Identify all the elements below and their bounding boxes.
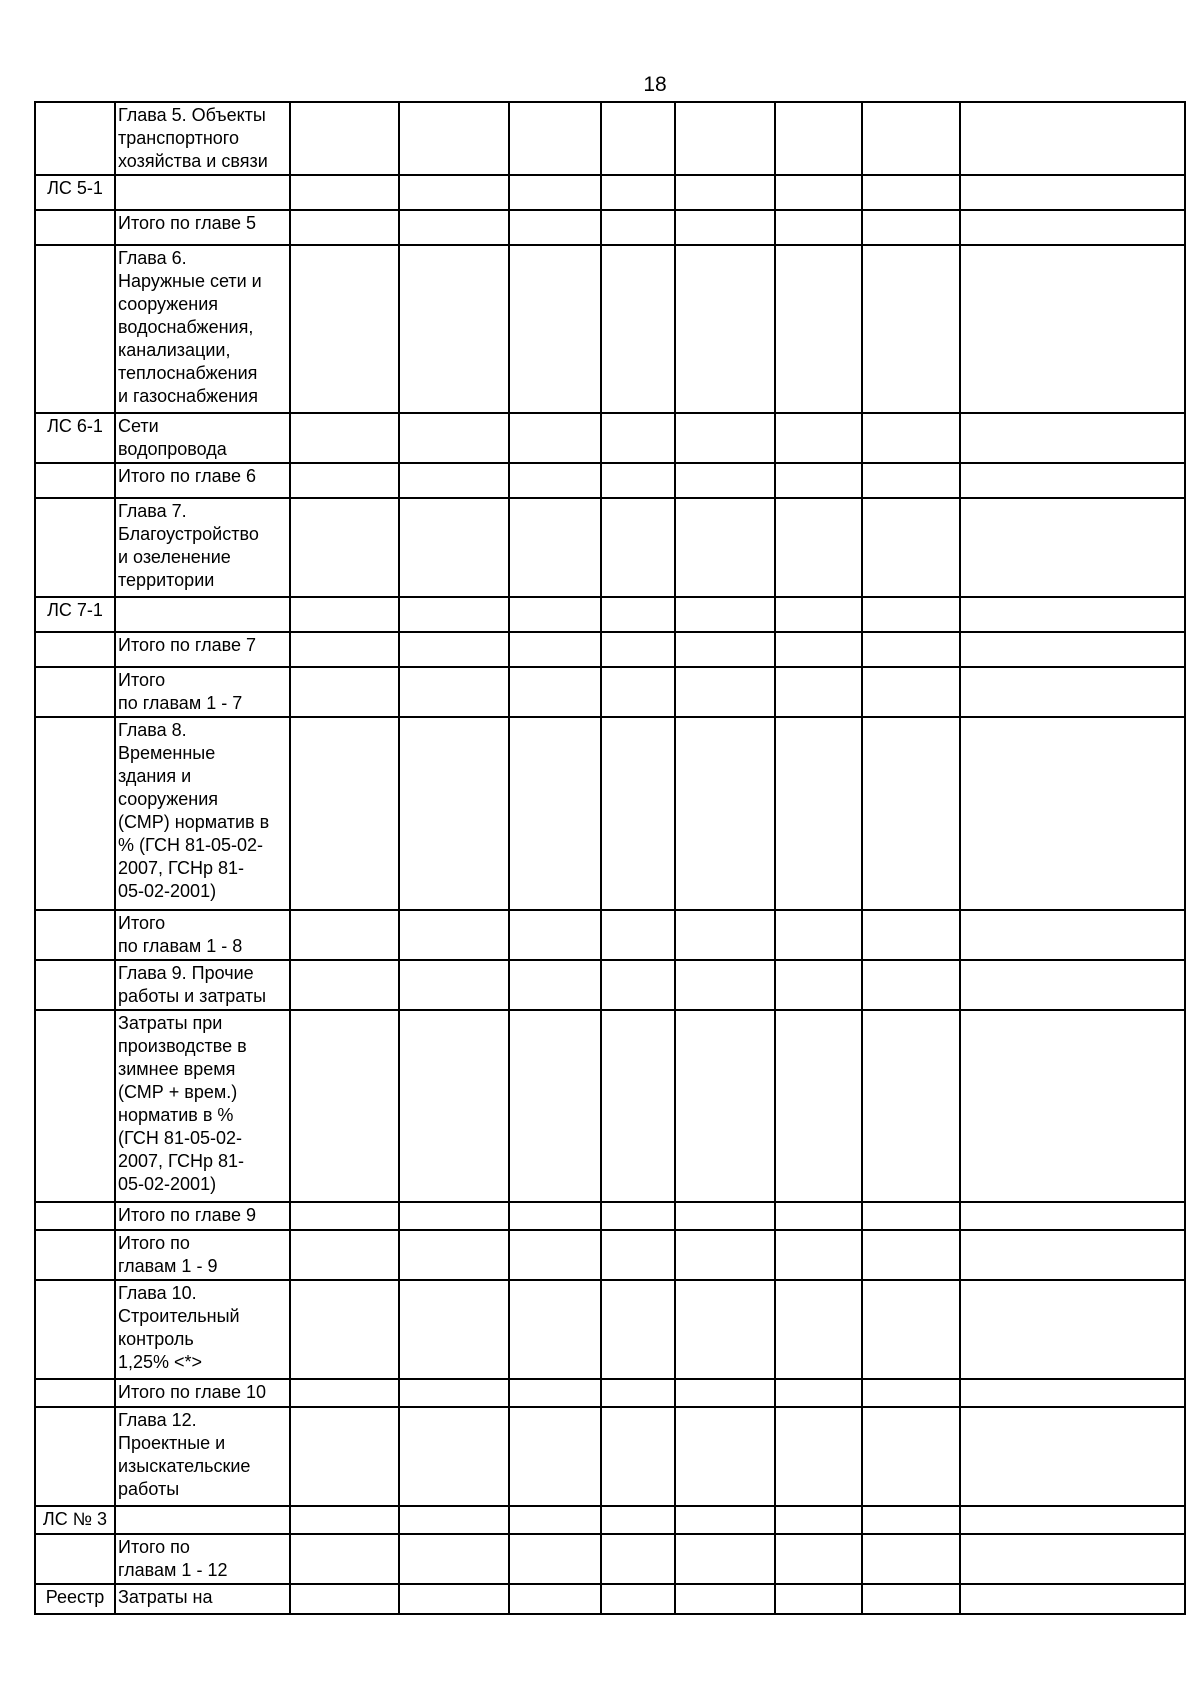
estimate-code-cell [35,1010,115,1202]
cost-value-cell [675,175,775,210]
cost-value-cell [601,960,675,1010]
table-row [35,413,1185,463]
cost-value-cell [290,1407,399,1506]
cost-value-cell [775,1230,862,1280]
cost-value-cell [290,1506,399,1534]
estimate-code-cell [35,1202,115,1230]
cost-value-cell [960,210,1185,245]
cost-value-cell [399,1506,509,1534]
item-name-cell [115,1506,290,1534]
cost-value-cell [399,175,509,210]
estimate-code-cell: ЛС № 3 [35,1506,115,1534]
cost-value-cell [509,413,601,463]
cost-value-cell [290,910,399,960]
cost-value-cell [399,1584,509,1614]
estimate-code-cell [35,463,115,498]
cost-value-cell [775,1202,862,1230]
cost-value-cell [601,717,675,910]
cost-value-cell [675,1407,775,1506]
cost-value-cell [862,210,960,245]
estimate-code-cell [35,102,115,175]
estimate-code-cell [35,910,115,960]
cost-value-cell [509,245,601,413]
cost-value-cell [960,1506,1185,1534]
estimate-code-cell [35,1230,115,1280]
estimate-code-cell: ЛС 7-1 [35,597,115,632]
cost-value-cell [601,413,675,463]
cost-value-cell [509,1379,601,1407]
estimate-code-cell: Реестр [35,1584,115,1614]
cost-value-cell [862,175,960,210]
cost-value-cell [290,1230,399,1280]
cost-value-cell [601,667,675,717]
cost-value-cell [960,175,1185,210]
cost-value-cell [290,597,399,632]
cost-value-cell [862,1280,960,1379]
cost-value-cell [675,667,775,717]
cost-value-cell [290,102,399,175]
cost-value-cell [601,1584,675,1614]
cost-value-cell [960,1584,1185,1614]
cost-value-cell [775,175,862,210]
cost-value-cell [399,717,509,910]
cost-value-cell [960,1379,1185,1407]
cost-value-cell [675,1506,775,1534]
cost-value-cell [601,210,675,245]
cost-value-cell [509,102,601,175]
cost-value-cell [601,1534,675,1584]
cost-value-cell [399,910,509,960]
cost-value-cell [399,210,509,245]
cost-value-cell [960,1534,1185,1584]
cost-value-cell [775,1010,862,1202]
item-name-cell: Глава 10. Строительный контроль 1,25% <*> [115,1280,290,1379]
cost-value-cell [399,1534,509,1584]
cost-value-cell [862,1534,960,1584]
cost-value-cell [675,102,775,175]
cost-value-cell [509,1230,601,1280]
item-name-cell [115,175,290,210]
cost-value-cell [862,597,960,632]
cost-value-cell [675,1534,775,1584]
cost-value-cell [960,960,1185,1010]
cost-value-cell [960,910,1185,960]
item-name-cell: Итого по главам 1 - 7 [115,667,290,717]
cost-value-cell [399,1280,509,1379]
cost-value-cell [775,1379,862,1407]
cost-value-cell [399,1407,509,1506]
estimate-code-cell: ЛС 6-1 [35,413,115,463]
estimate-code-cell [35,667,115,717]
item-name-cell: Итого по главе 6 [115,463,290,498]
cost-value-cell [675,1202,775,1230]
cost-value-cell [509,717,601,910]
table-row [35,717,1185,910]
estimate-code-cell: ЛС 5-1 [35,175,115,210]
cost-value-cell [960,413,1185,463]
cost-value-cell [675,463,775,498]
cost-value-cell [509,910,601,960]
cost-value-cell [601,1280,675,1379]
cost-value-cell [960,102,1185,175]
estimate-table [34,101,1186,1615]
cost-value-cell [675,498,775,597]
cost-value-cell [862,1379,960,1407]
cost-value-cell [775,210,862,245]
cost-value-cell [601,910,675,960]
cost-value-cell [675,413,775,463]
cost-value-cell [290,245,399,413]
cost-value-cell [862,960,960,1010]
cost-value-cell [399,498,509,597]
cost-value-cell [675,910,775,960]
cost-value-cell [775,597,862,632]
cost-value-cell [601,597,675,632]
cost-value-cell [960,463,1185,498]
table-row [35,960,1185,1010]
table-row [35,1010,1185,1202]
cost-value-cell [775,102,862,175]
item-name-cell: Сети водопровода [115,413,290,463]
cost-value-cell [960,717,1185,910]
cost-value-cell [509,667,601,717]
estimate-code-cell [35,1379,115,1407]
cost-value-cell [399,632,509,667]
cost-value-cell [862,667,960,717]
cost-value-cell [862,413,960,463]
cost-value-cell [399,245,509,413]
cost-value-cell [399,667,509,717]
table-row [35,910,1185,960]
item-name-cell: Затраты на [115,1584,290,1614]
cost-value-cell [290,667,399,717]
cost-value-cell [290,632,399,667]
table-row [35,245,1185,413]
cost-value-cell [960,245,1185,413]
table-row [35,1202,1185,1230]
cost-value-cell [862,102,960,175]
estimate-code-cell [35,210,115,245]
cost-value-cell [601,175,675,210]
cost-value-cell [509,632,601,667]
cost-value-cell [960,1202,1185,1230]
cost-value-cell [675,245,775,413]
cost-value-cell [399,1202,509,1230]
estimate-code-cell [35,1407,115,1506]
item-name-cell: Итого по главе 10 [115,1379,290,1407]
cost-value-cell [675,960,775,1010]
cost-value-cell [775,1584,862,1614]
cost-value-cell [509,498,601,597]
cost-value-cell [775,667,862,717]
table-row [35,498,1185,597]
cost-value-cell [960,667,1185,717]
cost-value-cell [775,632,862,667]
estimate-code-cell [35,632,115,667]
cost-value-cell [509,1534,601,1584]
cost-value-cell [509,1584,601,1614]
estimate-code-cell [35,960,115,1010]
cost-value-cell [290,463,399,498]
cost-value-cell [290,1010,399,1202]
cost-value-cell [399,1230,509,1280]
cost-value-cell [675,1379,775,1407]
cost-value-cell [675,1230,775,1280]
item-name-cell: Итого по главе 5 [115,210,290,245]
cost-value-cell [399,1010,509,1202]
table-row [35,1379,1185,1407]
cost-value-cell [509,1010,601,1202]
cost-value-cell [675,1280,775,1379]
cost-value-cell [775,463,862,498]
cost-value-cell [862,463,960,498]
cost-value-cell [675,632,775,667]
cost-value-cell [290,413,399,463]
item-name-cell [115,597,290,632]
cost-value-cell [399,463,509,498]
item-name-cell: Глава 9. Прочие работы и затраты [115,960,290,1010]
cost-value-cell [775,910,862,960]
cost-value-cell [960,632,1185,667]
item-name-cell: Глава 6. Наружные сети и сооружения водоснабжения, канализации, теплоснабжения и газоснабжения [115,245,290,413]
cost-value-cell [675,717,775,910]
cost-value-cell [290,210,399,245]
cost-value-cell [509,1202,601,1230]
item-name-cell: Глава 5. Объекты транспортного хозяйства и связи [115,102,290,175]
cost-value-cell [601,102,675,175]
cost-value-cell [601,245,675,413]
table-row [35,1230,1185,1280]
cost-value-cell [675,597,775,632]
table-row [35,210,1185,245]
cost-value-cell [862,1010,960,1202]
estimate-code-cell [35,1280,115,1379]
table-row [35,667,1185,717]
item-name-cell: Итого по главам 1 - 8 [115,910,290,960]
cost-value-cell [290,1202,399,1230]
estimate-code-cell [35,245,115,413]
cost-value-cell [399,1379,509,1407]
cost-value-cell [675,1010,775,1202]
cost-value-cell [509,1280,601,1379]
cost-value-cell [960,1010,1185,1202]
cost-value-cell [960,1407,1185,1506]
cost-value-cell [601,1010,675,1202]
cost-value-cell [775,960,862,1010]
table-row [35,463,1185,498]
item-name-cell: Затраты при производстве в зимнее время (СМР + врем.) норматив в % (ГСН 81-05-02- 2007, ГСНр 81- 05-02-2001) [115,1010,290,1202]
cost-value-cell [601,632,675,667]
cost-value-cell [775,1407,862,1506]
cost-value-cell [290,498,399,597]
cost-value-cell [862,1202,960,1230]
item-name-cell: Глава 7. Благоустройство и озеленение территории [115,498,290,597]
cost-value-cell [775,717,862,910]
cost-value-cell [509,597,601,632]
cost-value-cell [509,463,601,498]
cost-value-cell [775,1506,862,1534]
cost-value-cell [399,960,509,1010]
table-row [35,1407,1185,1506]
cost-value-cell [601,1379,675,1407]
cost-value-cell [601,1230,675,1280]
cost-value-cell [290,960,399,1010]
page-number: 18 [643,73,667,96]
cost-value-cell [960,1230,1185,1280]
cost-value-cell [862,1407,960,1506]
table-row [35,597,1185,632]
table-row [35,102,1185,175]
cost-value-cell [399,102,509,175]
cost-value-cell [960,1280,1185,1379]
cost-value-cell [862,910,960,960]
table-body [35,102,1185,1614]
cost-value-cell [862,498,960,597]
cost-value-cell [862,245,960,413]
cost-value-cell [775,1280,862,1379]
cost-value-cell [862,1506,960,1534]
item-name-cell: Итого по главам 1 - 9 [115,1230,290,1280]
estimate-code-cell [35,717,115,910]
cost-value-cell [509,1407,601,1506]
item-name-cell: Глава 12. Проектные и изыскательские работы [115,1407,290,1506]
cost-value-cell [775,245,862,413]
cost-value-cell [290,1379,399,1407]
estimate-code-cell [35,498,115,597]
table-row [35,1506,1185,1534]
cost-value-cell [862,632,960,667]
cost-value-cell [399,413,509,463]
cost-value-cell [775,1534,862,1584]
table-row [35,632,1185,667]
cost-value-cell [601,1407,675,1506]
cost-value-cell [290,1534,399,1584]
cost-value-cell [675,1584,775,1614]
cost-value-cell [290,1280,399,1379]
item-name-cell: Итого по главе 7 [115,632,290,667]
cost-value-cell [775,498,862,597]
cost-value-cell [960,597,1185,632]
cost-value-cell [509,210,601,245]
table-row [35,1534,1185,1584]
cost-value-cell [290,175,399,210]
estimate-code-cell [35,1534,115,1584]
cost-value-cell [509,960,601,1010]
item-name-cell: Итого по главе 9 [115,1202,290,1230]
cost-value-cell [601,498,675,597]
item-name-cell: Итого по главам 1 - 12 [115,1534,290,1584]
cost-value-cell [399,597,509,632]
cost-value-cell [601,463,675,498]
item-name-cell: Глава 8. Временные здания и сооружения (СМР) норматив в % (ГСН 81-05-02- 2007, ГСНр 81- 05-02-2001) [115,717,290,910]
table-row [35,175,1185,210]
cost-value-cell [290,717,399,910]
cost-value-cell [290,1584,399,1614]
table-row [35,1584,1185,1614]
cost-value-cell [601,1202,675,1230]
cost-value-cell [509,175,601,210]
cost-value-cell [601,1506,675,1534]
cost-value-cell [862,717,960,910]
cost-value-cell [862,1584,960,1614]
cost-value-cell [675,210,775,245]
cost-value-cell [862,1230,960,1280]
cost-value-cell [960,498,1185,597]
table-row [35,1280,1185,1379]
cost-value-cell [775,413,862,463]
cost-value-cell [509,1506,601,1534]
